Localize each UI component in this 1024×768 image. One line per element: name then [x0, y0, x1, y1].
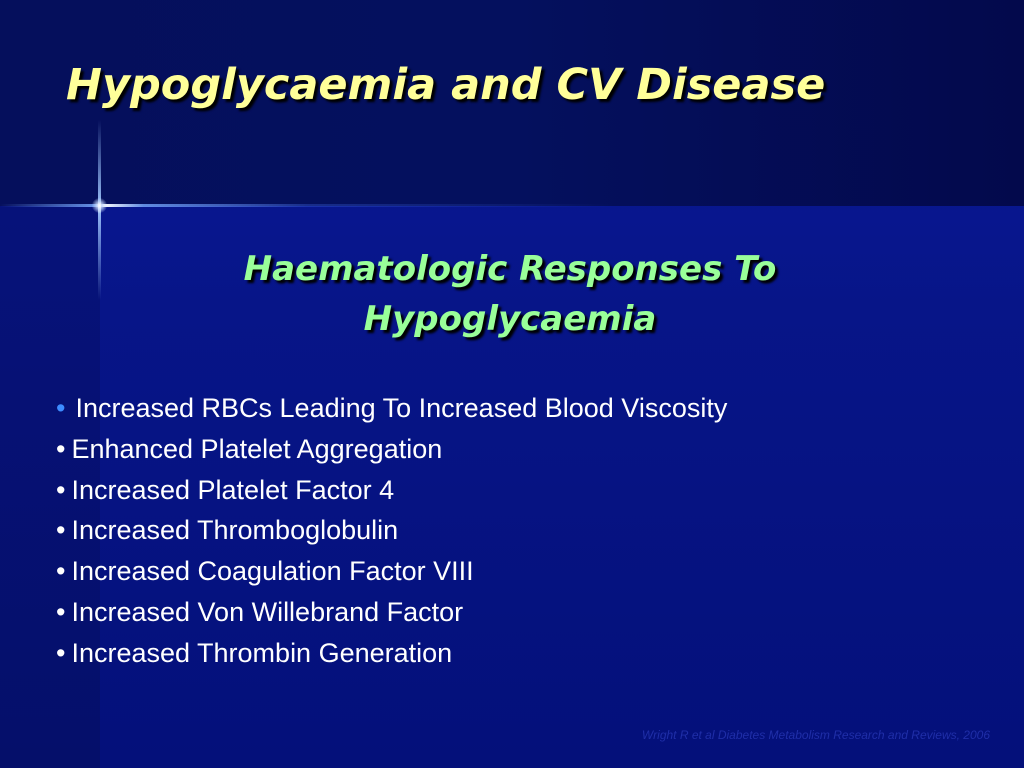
bullet-icon: •	[56, 393, 66, 423]
list-item	[56, 551, 727, 592]
citation: Wright R et al Diabetes Metabolism Research and Reviews, 2006	[641, 728, 990, 742]
list-item-text: Increased RBCs Leading To Increased Blood Viscosity	[75, 393, 728, 423]
bullet-list	[56, 388, 727, 674]
slide-title: Hypoglycaemia and CV Disease	[66, 60, 826, 110]
horizontal-divider	[0, 204, 1024, 207]
bullet-icon: •	[56, 556, 66, 587]
bullet-icon: •	[56, 637, 66, 668]
list-item-text: Increased Thrombin Generation	[71, 637, 453, 668]
list-item-text: Increased Von Willebrand Factor	[71, 596, 464, 627]
list-item-text: Enhanced Platelet Aggregation	[71, 433, 443, 464]
list-item-text: Increased Platelet Factor 4	[71, 474, 395, 505]
sparkle-icon	[92, 198, 107, 213]
list-item-text: Increased Thromboglobulin	[71, 515, 399, 546]
bullet-icon: •	[56, 433, 66, 464]
bullet-icon: •	[56, 596, 66, 627]
bullet-icon: •	[56, 474, 66, 505]
list-item	[56, 388, 727, 429]
bullet-icon: •	[56, 515, 66, 546]
list-item-text: Increased Coagulation Factor VIII	[71, 556, 474, 587]
list-item	[56, 633, 727, 674]
slide-subtitle: Haematologic Responses To Hypoglycaemia	[243, 249, 777, 339]
list-item	[56, 470, 727, 511]
list-item	[56, 592, 727, 633]
list-item	[56, 510, 727, 551]
list-item	[56, 429, 727, 470]
